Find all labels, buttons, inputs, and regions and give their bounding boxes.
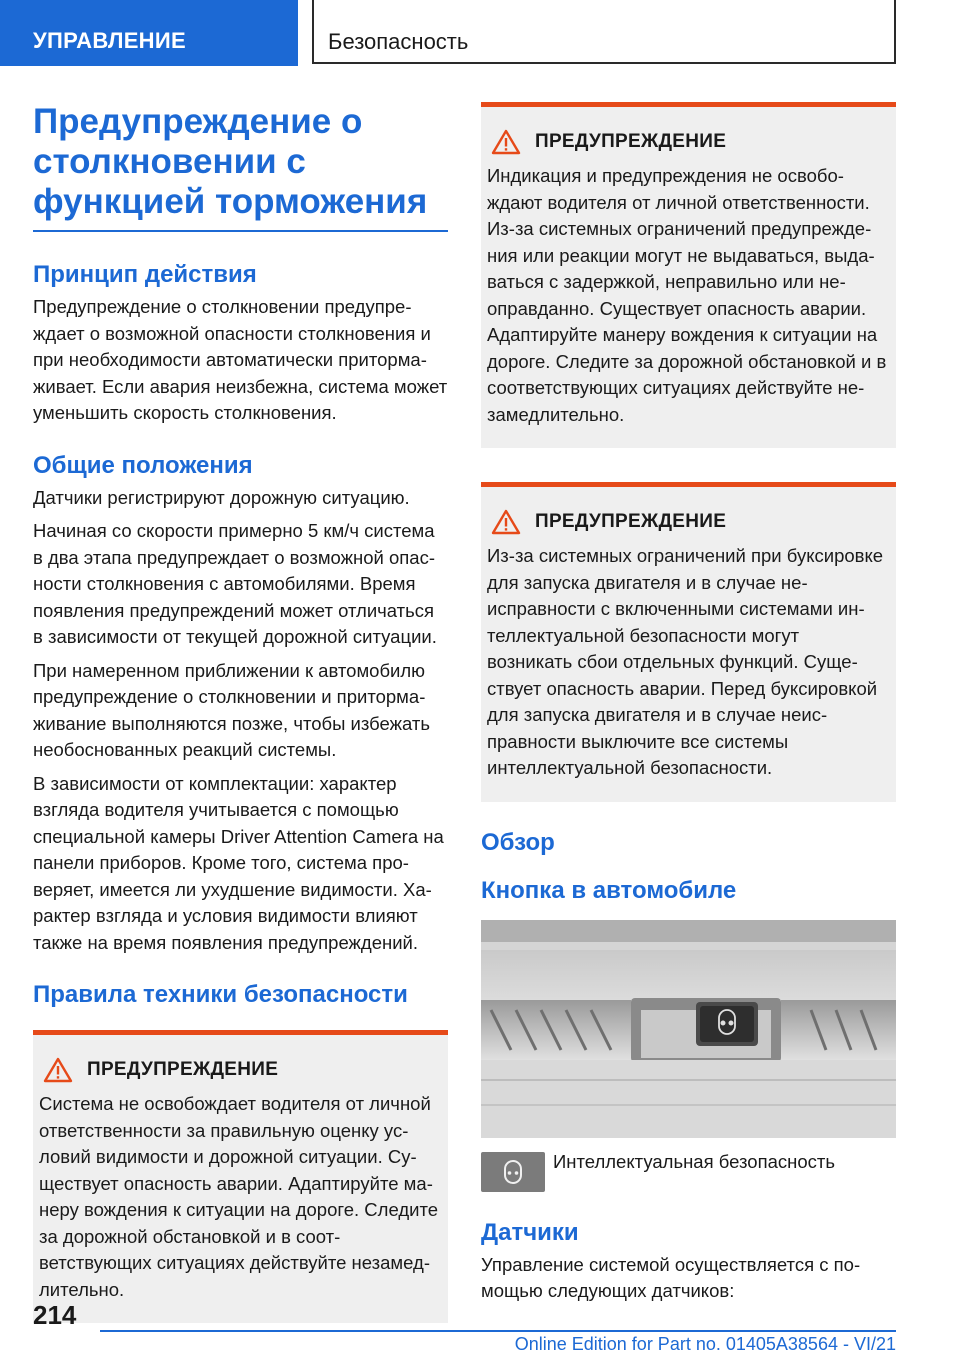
safety-heading: Правила техники безопасности [33,981,408,1008]
principle-heading: Принцип действия [33,261,257,288]
page-header [0,0,960,66]
warning-title: ПРЕДУПРЕЖДЕНИЕ [535,511,727,532]
left-column [33,102,448,1323]
warning-triangle-icon [491,509,521,535]
button-legend [481,1152,896,1192]
general-heading: Общие положения [33,451,253,479]
warning-box-1 [481,102,896,448]
warning-title: ПРЕДУПРЕЖДЕНИЕ [87,1059,279,1080]
general-paragraph-4: В зависимости от комплектации: характер взгляда водителя учитывается с помощью специальной камеры Driver Attention Camera на панели приборов. Кроме того, система проверяет, имеется ли ухудшение видимости. Характер взгляда и условия видимости влияют также на время появления предупреждений. [33,772,444,953]
overview-heading: Обзор [481,828,555,856]
button-label: Интеллектуальная безопасность [553,1150,835,1172]
safety-warning-box [33,1030,448,1323]
warning-text: Индикация и предупреждения не освобождают водителя от личной ответственности. Из-за системных ограничений предупреждения или реакции могут не выдаваться, выдаваться с задержкой, неправильно или неоправданно. Существует опасность аварии. Адаптируйте манеру вождения к ситуации на дороге. Следите за дорожной обстановкой и в соответствующих ситуациях действуйте незамедлительно. [487,165,887,425]
footer-divider [100,1330,896,1332]
dashboard-photo-drawing [481,920,896,1138]
warning-text: Система не освобождает водителя от личной ответственности за правильную оценку условий видимости и дорожной ситуации. Существует опасность аварии. Адаптируйте манеру вождения к ситуации на дороге. Следите за дорожной обстановкой и в соответствующих ситуациях действуйте незамедлительно. [39,1093,439,1300]
warning-box-2 [481,482,896,802]
warning-text: Из-за системных ограничений при буксировке для запуска двигателя и в случае неисправности с включенными системами интеллектуальной безопасности могут возникать сбои отдельных функций. Существует опасность аварии. Перед буксировкой для запуска двигателя и в случае неисправности выключите все системы интеллектуальной безопасности. [487,545,884,778]
subsection-title: Безопасность [312,0,896,64]
edition-info: Online Edition for Part no. 01405A38564 - VI/21 [514,1334,896,1354]
page-title: Предупреждение о столкновении с функцией торможения [33,102,448,232]
page-number: 214 [33,1300,77,1330]
intelligent-safety-icon [501,1160,525,1184]
general-paragraph-2: Начиная со скорости примерно 5 км/ч система в два этапа предупреждает о возможной опасности столкновения с автомобилями. Время появления предупреждений может отличаться в зависимости от текущей дорожной ситуации. [33,520,437,647]
warning-triangle-icon [491,129,521,155]
sensors-text: Управление системой осуществляется с помощью следующих датчиков: [481,1253,861,1301]
section-tab: УПРАВЛЕНИЕ [0,0,298,66]
warning-triangle-icon [43,1057,73,1083]
button-heading: Кнопка в автомобиле [481,876,737,904]
warning-title: ПРЕДУПРЕЖДЕНИЕ [535,131,727,152]
intelligent-safety-button-thumb [481,1152,545,1192]
right-column [481,102,896,1312]
sensors-heading: Датчики [481,1218,579,1246]
general-paragraph-3: При намеренном приближении к автомобилю предупреждение о столкновении и притормаживание выполняются позже, чтобы избежать необоснованных реакций системы. [33,659,430,760]
dashboard-button-photo [481,920,896,1138]
principle-text: Предупреждение о столкновении предупреждает о возможной опасности столкновения и при необходимости автоматически притормаживает. Если авария неизбежна, система может уменьшить скорость столкновения. [33,296,448,423]
general-paragraph-1: Датчики регистрируют дорожную ситуацию. [33,486,410,508]
